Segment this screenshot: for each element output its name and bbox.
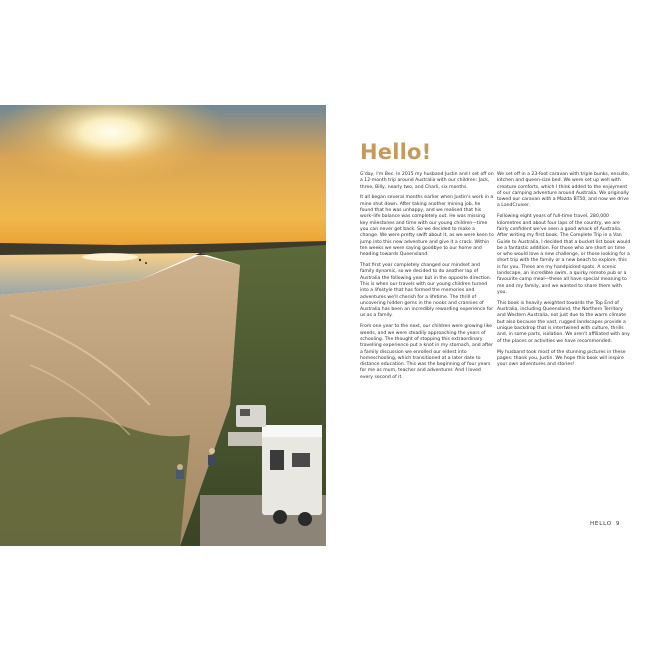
vehicle bbox=[236, 405, 266, 427]
paragraph: That first year completely changed our mindset and family dynamic, so we decided to do another lap of Australia the following year but in the opposite direction. This is when our travels with our young children turned into a lifestyle that has formed the memories and adventures we'll cherish for a lifetime. The thrill of uncovering hidden gems in the nooks and crannies of Australia has been an incredibly rewarding experience for us as a family. bbox=[360, 263, 494, 319]
paragraph: This book is heavily weighted towards the Top End of Australia, including Queensland, the Northern Territory and Western Australia, not just due to the warm climate but also because the vast, rugged landscapes provide a unique backdrop that is intertwined with culture, thrills and, in some parts, isolation. We aren't affiliated with any of the places or activities we have recommended. bbox=[497, 300, 630, 344]
text-column-left bbox=[360, 172, 494, 386]
paragraph: It all began several months earlier when Justin's work in a mine shut down. After taking another mining job, he found that he was unhappy, and we realised that his work–life balance was completely out. He was missing key milestones and time with our young children—time you can never get back. So we decided to make a change. We were pretty swift about it, as we were keen to jump into this new adventure and give it a crack. Within ten weeks we were saying goodbye to our home and heading towards Queensland. bbox=[360, 195, 494, 258]
paragraph: We set off in a 23-foot caravan with triple bunks, ensuite, kitchen and queen-size bed. We were set up well with creature comforts, which I think added to the enjoyment of our camping adventure around Australia. We originally towed our caravan with a Mazda BT50, and now we drive a LandCruiser. bbox=[497, 172, 630, 209]
page-title: Hello! bbox=[360, 140, 432, 164]
photo-illustration bbox=[0, 105, 326, 546]
paragraph: From one year to the next, our children were growing like weeds, and we were steadily approaching the years of schooling. The thought of stopping this extraordinary travelling experience put a knot in my stomach, and after a family discussion we enrolled our eldest into homeschooling, which transitioned at a later date to distance education. This was the beginning of four years for me as mum, teacher and adventurer. And I loved every second of it. bbox=[360, 324, 494, 380]
sunset-campsite-photo bbox=[0, 105, 326, 546]
paragraph: My husband took most of the stunning pictures in these pages: thank you, Justin. We hope this book will inspire your own adventures and stories! bbox=[497, 349, 626, 368]
page-number: 9 bbox=[615, 521, 621, 527]
caravan bbox=[262, 425, 322, 526]
text-column-right bbox=[497, 172, 631, 373]
paragraph: G'day, I'm Bec. In 2015 my husband Justin and I set off on a 12-month trip around Australia with our children: Jack, three, Billy, nearly two, and Charli, six months. bbox=[360, 172, 494, 190]
running-footer-label: HELLO bbox=[590, 521, 612, 527]
page-footer bbox=[590, 521, 620, 527]
paragraph: Following eight years of full-time travel, 280,000 kilometres and about four laps of the country, we are fairly confident we've seen a good whack of Australia. After writing my first book, The Complete Trip in a Van Guide to Australia, I decided that a bucket list book would be a fantastic addition. For those who are short on time or who would love a new challenge, or those looking for a short trip with the family or a new beach to explore, this is for you. These are my handpicked spots. A scenic landscape, an incredible swim, a quirky remote pub or a favourite camp meal—these all have special meaning to me and my family, and we wanted to share them with you. bbox=[497, 214, 631, 295]
